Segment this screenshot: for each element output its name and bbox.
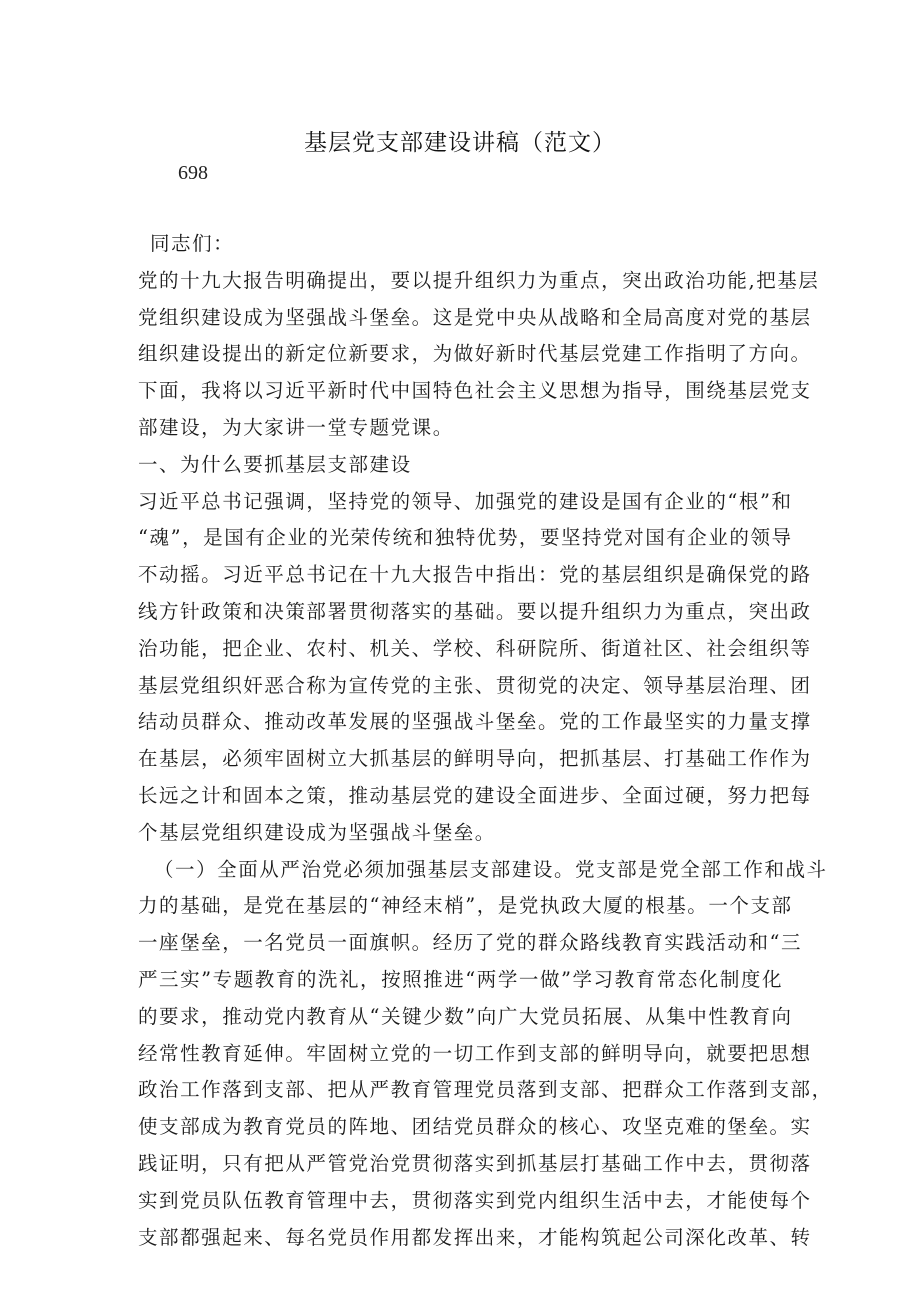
subsection-line: （一）全面从严治党必须加强基层支部建设。党支部是党全部工作和战斗 xyxy=(154,857,828,881)
paragraph-line: 部建设，为大家讲一堂专题党课。 xyxy=(138,415,454,439)
paragraph-line: 使支部成为教育党员的阵地、团结党员群众的核心、攻坚克难的堡垒。实 xyxy=(138,1115,812,1139)
paragraph-line: 不动摇。习近平总书记在十九大报告中指出：党的基层组织是确保党的路 xyxy=(138,563,812,587)
paragraph-line: 线方针政策和决策部署贯彻落实的基础。要以提升组织力为重点，突出政 xyxy=(138,599,812,623)
document-number: 698 xyxy=(178,162,208,184)
paragraph-line: 支部都强起来、每名党员作用都发挥出来，才能构筑起公司深化改革、转 xyxy=(138,1225,812,1249)
paragraph-line: 力的基础，是党在基层的“神经末梢”，是党执政大厦的根基。一个支部 xyxy=(138,894,793,918)
paragraph-line: 基层党组织奸恶合称为宣传党的主张、贯彻党的决定、领导基层治理、团 xyxy=(138,673,812,697)
paragraph-line: 践证明，只有把从严管党治党贯彻落实到抓基层打基础工作中去，贯彻落 xyxy=(138,1151,812,1175)
salutation: 同志们： xyxy=(150,232,235,255)
paragraph-line: 一座堡垒，一名党员一面旗帜。经历了党的群众路线教育实践活动和“三 xyxy=(138,931,803,955)
paragraph-line: 结动员群众、推动改革发展的坚强战斗堡垒。党的工作最坚实的力量支撑 xyxy=(138,710,812,734)
paragraph-line: 党的十九大报告明确提出，要以提升组织力为重点，突出政治功能,把基层 xyxy=(138,268,820,292)
paragraph-line: 治功能，把企业、农村、机关、学校、科研院所、街道社区、社会组织等 xyxy=(138,636,812,660)
document-body xyxy=(138,226,833,1256)
paragraph-line: 党组织建设成为坚强战斗堡垒。这是党中央从战略和全局高度对党的基层 xyxy=(138,305,812,329)
document-title: 基层党支部建设讲稿（范文） xyxy=(304,130,616,156)
paragraph-line: 的要求，推动党内教育从“关键少数”向广大党员拓展、从集中性教育向 xyxy=(138,1004,793,1028)
paragraph-line: “魂”，是国有企业的光荣传统和独特优势，要坚持党对国有企业的领导 xyxy=(138,526,793,550)
paragraph-line: 组织建设提出的新定位新要求，为做好新时代基层党建工作指明了方向。 xyxy=(138,342,812,366)
paragraph-line: 习近平总书记强调，坚持党的领导、加强党的建设是国有企业的“根”和 xyxy=(138,489,793,513)
paragraph-line: 个基层党组织建设成为坚强战斗堡垒。 xyxy=(138,820,496,844)
paragraph-line: 经常性教育延伸。牢固树立党的一切工作到支部的鲜明导向，就要把思想 xyxy=(138,1041,812,1065)
paragraph-line: 下面，我将以习近平新时代中国特色社会主义思想为指导，围绕基层党支 xyxy=(138,379,812,403)
paragraph-line: 实到党员队伍教育管理中去，贯彻落实到党内组织生活中去，才能使每个 xyxy=(138,1188,812,1212)
paragraph-line: 政治工作落到支部、把从严教育管理党员落到支部、把群众工作落到支部， xyxy=(138,1078,833,1102)
section-heading: 一、为什么要抓基层支部建设 xyxy=(138,452,412,476)
paragraph-line: 严三实”专题教育的洗礼，按照推进“两学一做”学习教育常态化制度化 xyxy=(138,967,784,991)
paragraph-line: 长远之计和固本之策，推动基层党的建设全面进步、全面过硬，努力把每 xyxy=(138,783,812,807)
paragraph-line: 在基层，必须牢固树立大抓基层的鲜明导向，把抓基层、打基础工作作为 xyxy=(138,747,812,771)
